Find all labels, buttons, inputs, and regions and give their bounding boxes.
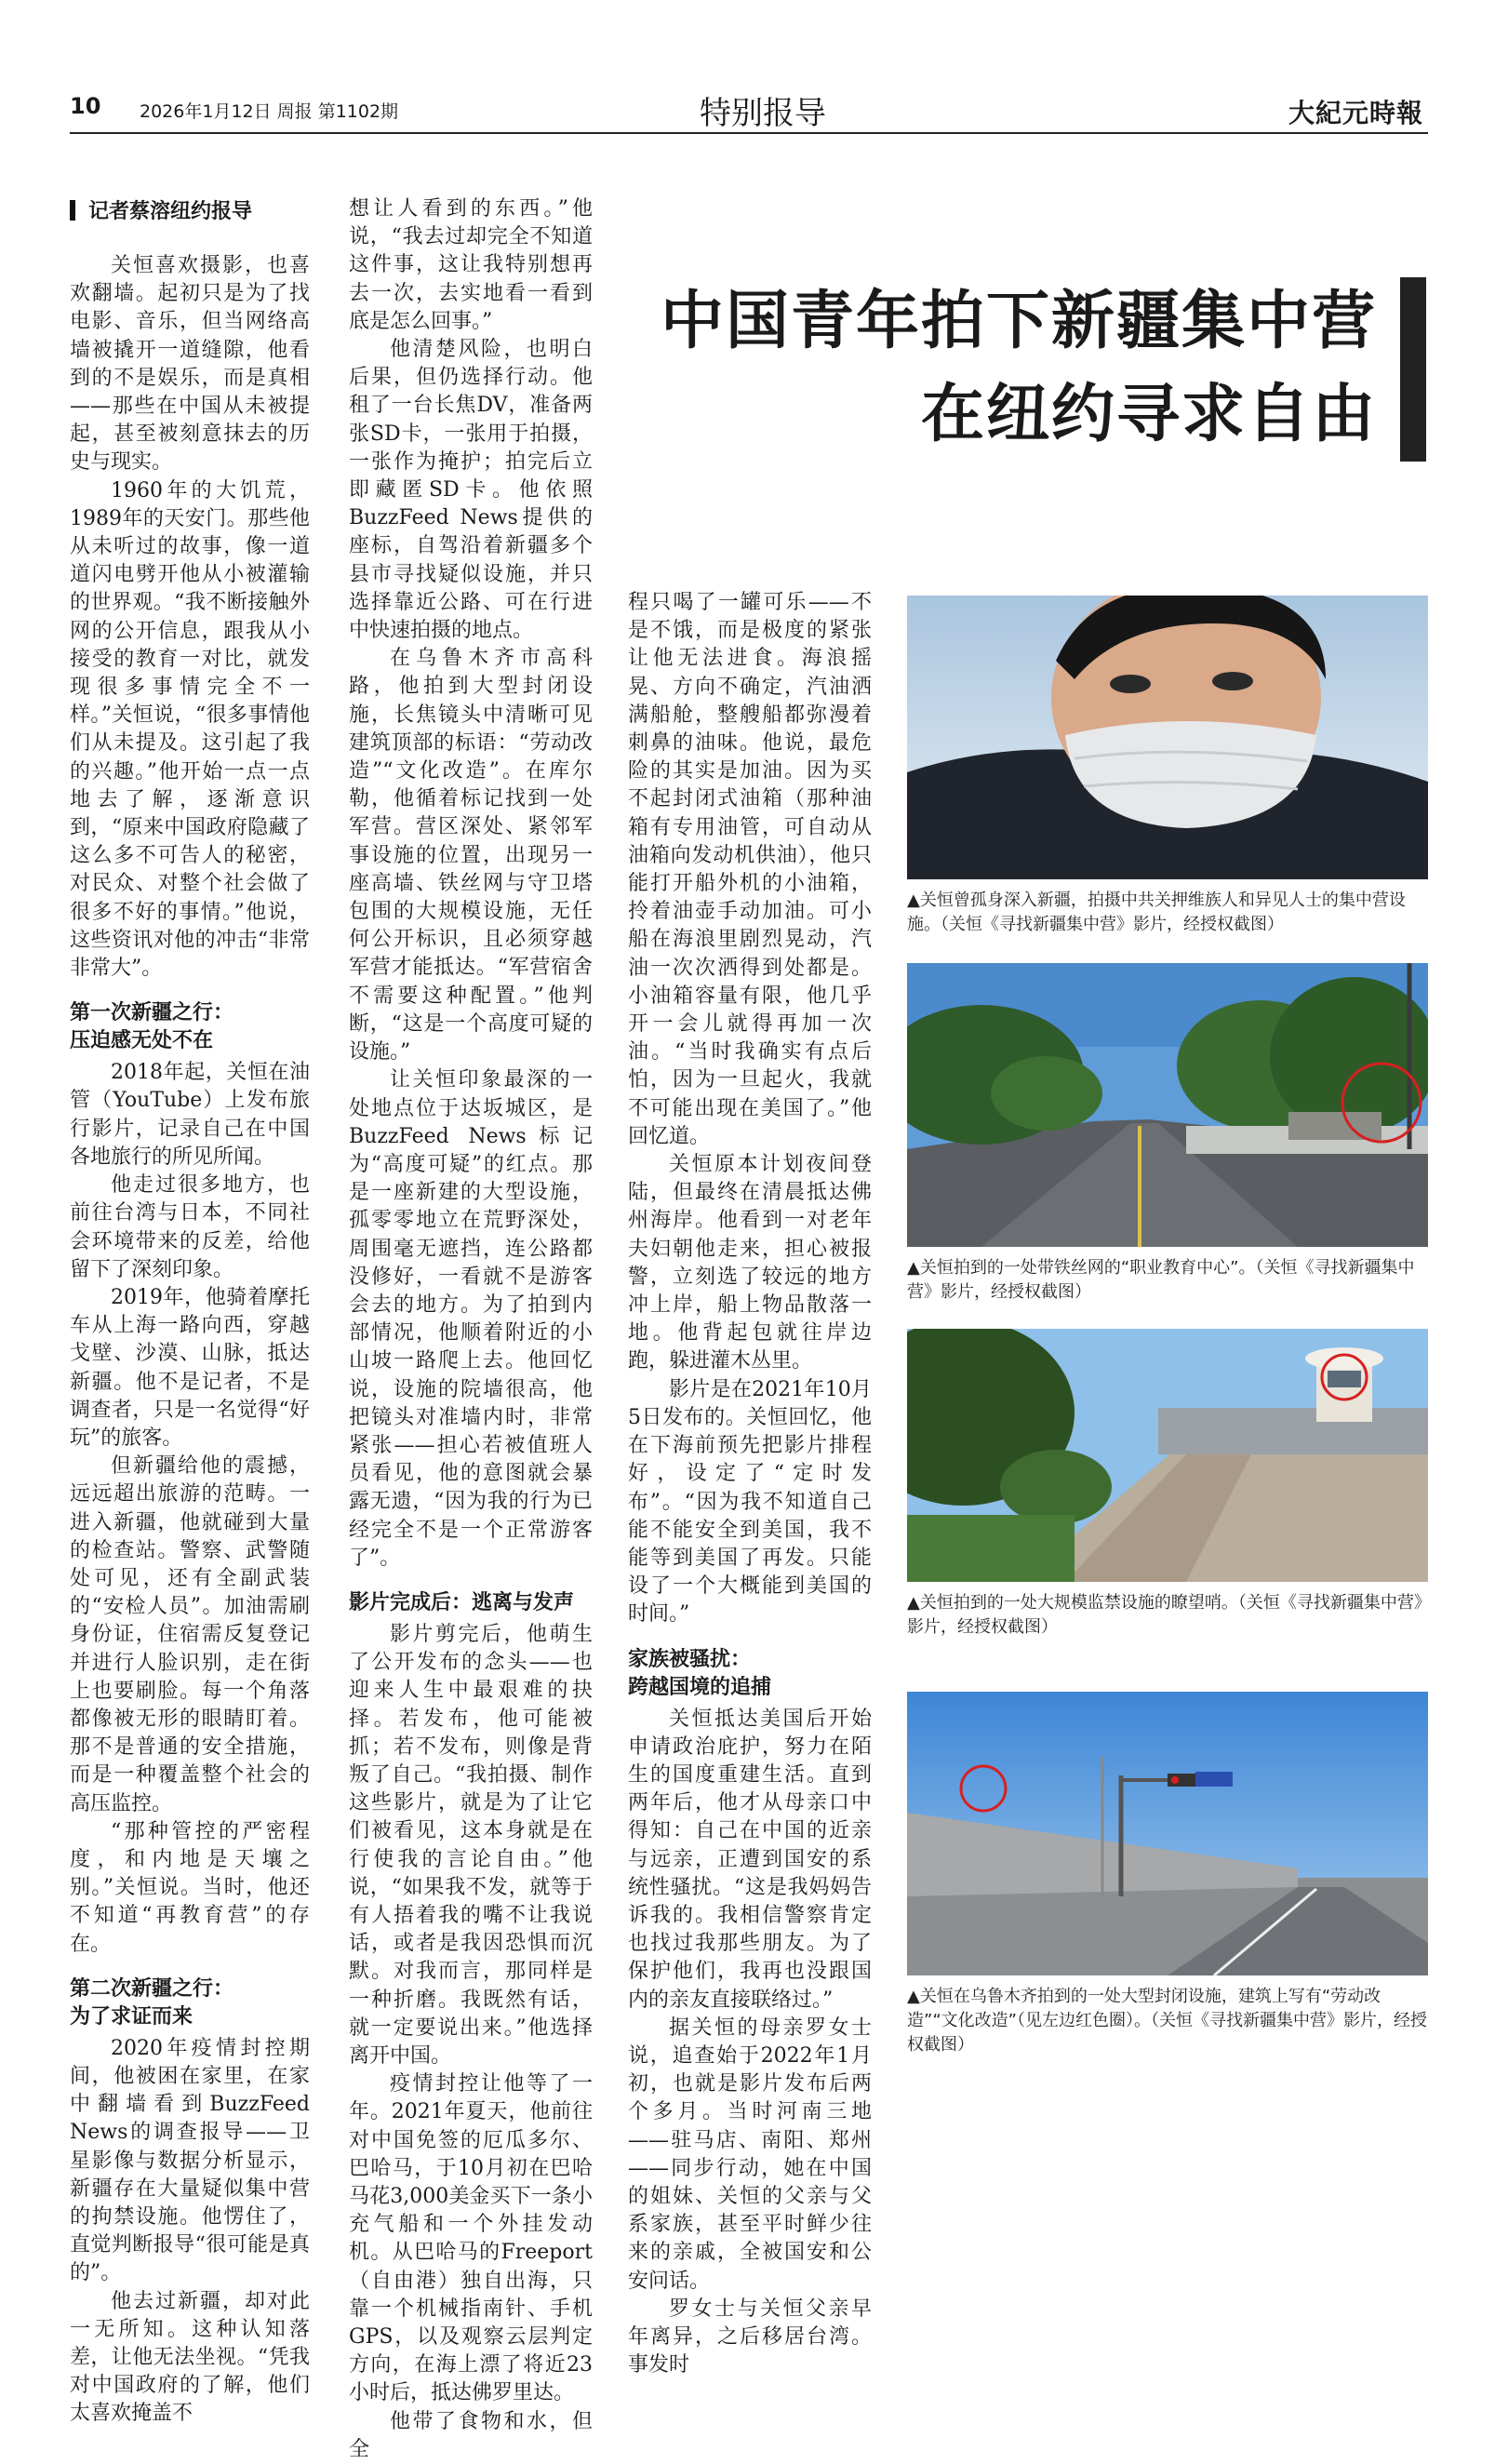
paragraph: 在乌鲁木齐市高科路，他拍到大型封闭设施，长焦镜头中清晰可见建筑顶部的标语：“劳动改造”“文化改造”。在库尔勒，他循着标记找到一处军营。营区深处、紧邻军事设施的位置，出现另一座高墙、铁丝网与守卫塔包围的大规模设施，无任何公开标识，且必须穿越军营才能抵达。“军营宿舍不需要这种配置。”他判断，“这是一个高度可疑的设施。” — [349, 647, 593, 1065]
column-2 — [349, 195, 593, 2464]
column-1 — [70, 195, 310, 2429]
photo-road-facility — [907, 963, 1428, 1247]
paragraph: 2018年起，关恒在油管（YouTube）上发布旅行影片，记录自己在中国各地旅行的所见所闻。 — [70, 1061, 310, 1169]
subhead-line2: 为了求证而来 — [70, 2004, 194, 2029]
paragraph: 他带了食物和水，但全 — [349, 2409, 593, 2461]
paragraph: 想让人看到的东西。”他说，“我去过却完全不知道这件事，这让我特别想再去一次，去实地看一看到底是怎么回事。” — [349, 197, 593, 333]
caption: ▲关恒拍到的一处大规模监禁设施的瞭望哨。（关恒《寻找新疆集中营》影片，经授权截图） — [907, 1593, 1422, 1637]
paragraph: 罗女士与关恒父亲早年离异，之后移居台湾。事发时 — [628, 2297, 872, 2377]
photo-watchtower — [907, 1329, 1428, 1582]
subhead-line1: 第一次新疆之行： — [70, 1001, 234, 1025]
subhead: 影片完成后：逃离与发声 — [349, 1590, 575, 1614]
paragraph: 程只喝了一罐可乐——不是不饿，而是极度的紧张让他无法进食。海浪摇晃、方向不确定，汽油洒满船舱，整艘船都弥漫着刺鼻的油味。他说，最危险的其实是加油。因为买不起封闭式油箱（那种油箱有专用油管，可自动从油箱向发动机供油），他只能打开船外机的小油箱，拎着油壶手动加油。可小船在海浪里剧烈晃动，汽油一次次洒得到处都是。小油箱容量有限，他几乎开一会儿就得再加一次油。“当时我确实有点后怕，因为一旦起火，我就不可能出现在美国了。”他回忆道。 — [628, 591, 872, 1148]
paragraph: 2020年疫情封控期间，他被困在家里，在家中翻墙看到BuzzFeed News的调查报导——卫星影像与数据分析显示，新疆存在大量疑似集中营的拘禁设施。他愣住了，直觉判断报导“很可能是真的”。 — [70, 2036, 310, 2285]
column-3 — [628, 589, 872, 2379]
photo-urumqi-facility — [907, 1692, 1428, 1975]
paragraph: 他清楚风险，也明白后果，但仍选择行动。他租了一台长焦DV，准备两张SD卡，一张用于拍摄，一张作为掩护；拍完后立即藏匿SD卡。他依照BuzzFeed News提供的座标，自驾沿着新疆多个县市寻找疑似设施，并只选择靠近公路、可在行进中快速拍摄的地点。 — [349, 338, 593, 643]
subhead — [628, 1646, 872, 1702]
page-number: 10 — [70, 93, 101, 119]
subhead-line1: 家族被骚扰： — [628, 1647, 752, 1671]
paragraph: 疫情封控让他等了一年。2021年夏天，他前往对中国免签的厄瓜多尔、巴哈马，于10月初在巴哈马花3,000美金买下一条小充气船和一个外挂发动机。从巴哈马的Freeport（自由港）独自出海，只靠一个机械指南针、手机GPS，以及观察云层判定方向，在海上漂了将近23小时后，抵达佛罗里达。 — [349, 2072, 593, 2405]
paragraph: 但新疆给他的震撼，远远超出旅游的范畴。一进入新疆，他就碰到大量的检查站。警察、武警随处可见，还有全副武装的“安检人员”。加油需刷身份证，住宿需反复登记并进行人脸识别，走在街上也要刷脸。每一个角落都像被无形的眼睛盯着。那不是普通的安全措施，而是一种覆盖整个社会的高压监控。 — [70, 1454, 310, 1815]
header-rule — [70, 132, 1428, 134]
paragraph: 据关恒的母亲罗女士说，追查始于2022年1月初，也就是影片发布后两个多月。当时河南三地——驻马店、南阳、郑州——同步行动，她在中国的姐妹、关恒的父亲与父系家族，甚至平时鲜少往来的亲戚，全被国安和公安问话。 — [628, 2015, 872, 2293]
byline — [70, 195, 310, 224]
page-header — [0, 0, 1495, 130]
subhead-line2: 压迫感无处不在 — [70, 1029, 214, 1053]
paragraph: 1960年的大饥荒，1989年的天安门。那些他从未听过的故事，像一道道闪电劈开他从小被灌输的世界观。“我不断接触外网的公开信息，跟我从小接受的教育一对比，就发现很多事情完全不一样。”关恒说，“很多事情他们从未提及。这引起了我的兴趣。”他开始一点一点地去了解，逐渐意识到，“原来中国政府隐藏了这么多不可告人的秘密，对民众、对整个社会做了很多不好的事情。”他说，这些资讯对他的冲击“非常非常大”。 — [70, 478, 310, 981]
paragraph: 他去过新疆，却对此一无所知。这种认知落差，让他无法坐视。“凭我对中国政府的了解，他们太喜欢掩盖不 — [70, 2289, 310, 2426]
subhead-line2: 跨越国境的追捕 — [628, 1675, 772, 1699]
caption: ▲关恒在乌鲁木齐拍到的一处大型封闭设施，建筑上写有“劳动改造”“文化改造”（见左边红色圈）。（关恒《寻找新疆集中营》影片，经授权截图） — [907, 1987, 1427, 2055]
paragraph: “那种管控的严密程度，和内地是天壤之别。”关恒说。当时，他还不知道“再教育营”的存在。 — [70, 1819, 310, 1956]
subhead-line1: 第二次新疆之行： — [70, 1976, 234, 2001]
paragraph: 关恒喜欢摄影，也喜欢翻墙。起初只是为了找电影、音乐，但当网络高墙被撬开一道缝隙，他看到的不是娱乐，而是真相——那些在中国从未被提起，甚至被刻意抹去的历史与现实。 — [70, 254, 310, 475]
paragraph: 关恒原本计划夜间登陆，但最终在清晨抵达佛州海岸。他看到一对老年夫妇朝他走来，担心被报警，立刻选了较远的地方冲上岸，船上物品散落一地。他背起包就往岸边跑，躲进灌木丛里。 — [628, 1153, 872, 1373]
paragraph: 2019年，他骑着摩托车从上海一路向西，穿越戈壁、沙漠、山脉，抵达新疆。他不是记者，不是调查者，只是一名觉得“好玩”的旅客。 — [70, 1285, 310, 1450]
byline-bar — [70, 200, 75, 221]
subhead — [70, 999, 310, 1055]
caption: ▲关恒曾孤身深入新疆，拍摄中共关押维族人和异见人士的集中营设施。（关恒《寻找新疆集中营》影片，经授权截图） — [907, 891, 1406, 934]
caption: ▲关恒拍到的一处带铁丝网的“职业教育中心”。（关恒《寻找新疆集中营》影片，经授权截图） — [907, 1258, 1415, 1302]
paragraph: 影片剪完后，他萌生了公开发布的念头——也迎来人生中最艰难的抉择。若发布，他可能被抓；若不发布，则像是背叛了自己。“我拍摄、制作这些影片，就是为了让它们被看见，这本身就是在行使我的言论自由。”他说，“如果我不发，就等于有人捂着我的嘴不让我说话，或者是我因恐惧而沉默。对我而言，那同样是一种折磨。我既然有话，就一定要说出来。”他选择离开中国。 — [349, 1622, 593, 2068]
headline-line2: 在纽约寻求自由 — [920, 377, 1377, 451]
paragraph: 关恒抵达美国后开始申请政治庇护，努力在陌生的国度重建生活。直到两年后，他才从母亲口中得知：自己在中国的近亲与远亲，正遭到国安的系统性骚扰。“这是我妈妈告诉我的。我相信警察肯定也找过我那些朋友。为了保护他们，我再也没跟国内的亲友直接联络过。” — [628, 1707, 872, 2012]
paragraph: 让关恒印象最深的一处地点位于达坂城区，是BuzzFeed News标记为“高度可疑”的红点。那是一座新建的大型设施，孤零零地立在荒野深处，周围毫无遮挡，连公路都没修好，一看就不是游客会去的地方。为了拍到内部情况，他顺着附近的小山坡一路爬上去。他回忆说，设施的院墙很高，他把镜头对准墙内时，非常紧张——担心若被值班人员看见，他的意图就会暴露无遗，“因为我的行为已经完全不是一个正常游客了”。 — [349, 1068, 593, 1570]
photo-masked-man — [907, 596, 1428, 879]
issue-date: 2026年1月12日 周报 第1102期 — [140, 101, 399, 122]
byline-text: 记者蔡溶纽约报导 — [88, 200, 253, 223]
masthead-logo: 大紀元時報 — [1288, 98, 1424, 128]
headline-bar — [1400, 277, 1426, 462]
paragraph: 他走过很多地方，也前往台湾与日本，不同社会环境带来的反差，给他留下了深刻印象。 — [70, 1173, 310, 1281]
headline — [651, 275, 1377, 461]
subhead — [70, 1975, 310, 2031]
section-title: 特别报导 — [700, 95, 826, 132]
paragraph: 影片是在2021年10月5日发布的。关恒回忆，他在下海前预先把影片排程好，设定了“定时发布”。“因为我不知道自己能不能安全到美国，我不能等到美国了再发。只能设了一个大概能到美国的时间。” — [628, 1377, 872, 1627]
headline-line1: 中国青年拍下新疆集中营 — [660, 284, 1377, 358]
